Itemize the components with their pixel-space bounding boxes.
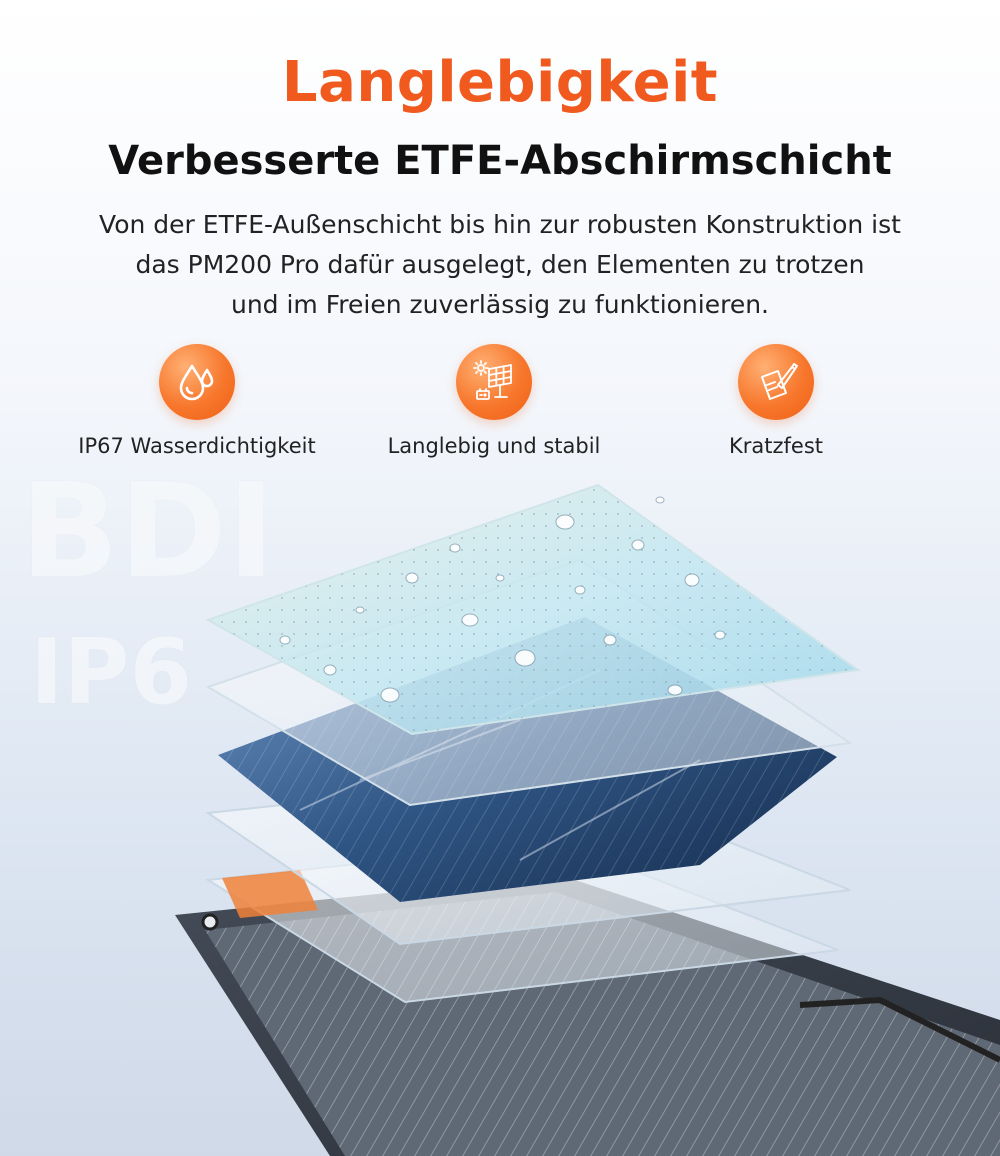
feature-scratch-resistant (626, 344, 926, 458)
background-watermark-small: IP6 (30, 620, 193, 725)
page-title: Langlebigkeit (281, 50, 719, 115)
feature-label: Kratzfest (728, 434, 824, 458)
solar-panel-layers-illustration (0, 460, 1000, 1156)
feature-durable (344, 344, 644, 458)
feature-label: Langlebig und stabil (387, 434, 601, 458)
description-line: das PM200 Pro dafür ausgelegt, den Elementen zu trotzen (135, 250, 865, 279)
page-subtitle: Verbesserte ETFE-Abschirmschicht (108, 138, 892, 184)
description (40, 205, 960, 325)
scratch-resistant-icon (738, 344, 814, 420)
background-watermark-large: BDI (20, 455, 276, 607)
description-line: und im Freien zuverlässig zu funktionieren. (230, 290, 770, 319)
solar-panel-icon (456, 344, 532, 420)
water-drops-icon (159, 344, 235, 420)
grommet (203, 915, 217, 929)
feature-label: IP67 Wasserdichtigkeit (78, 434, 316, 458)
description-line: Von der ETFE-Außenschicht bis hin zur robusten Konstruktion ist (99, 210, 901, 239)
feature-waterproof (47, 344, 347, 458)
